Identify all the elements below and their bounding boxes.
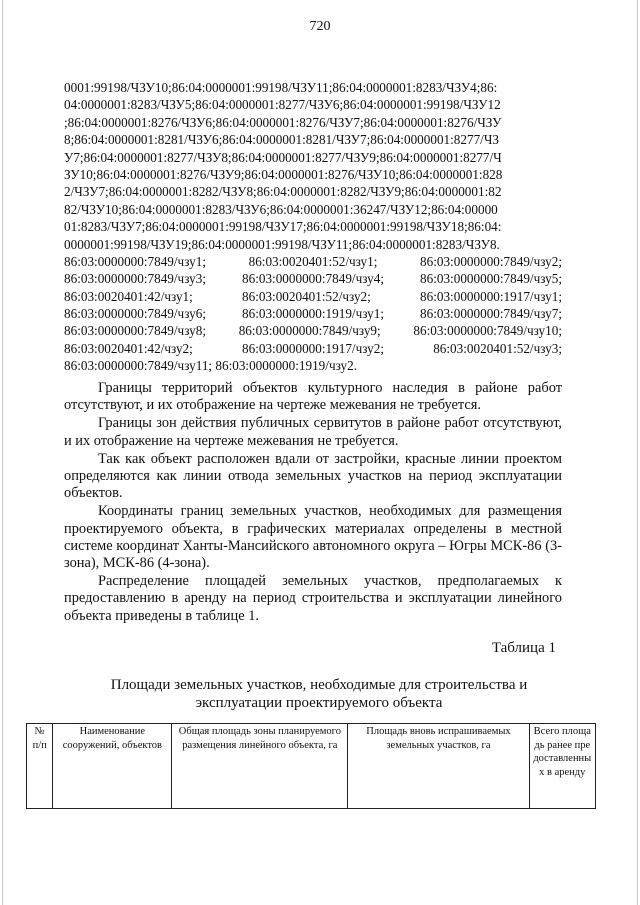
land-area-table — [26, 723, 596, 809]
paragraph-area-distribution: Распределение площадей земельных участков, предполагаемых к предоставлению в аренду на период строительства и эксплуатации линейного объекта приведены в таблице 1. — [64, 573, 562, 624]
right-margin-line — [637, 0, 638, 905]
table-title — [64, 676, 574, 712]
header-total-area: Общая площадь зоны планируемого размещения линейного объекта, га — [172, 724, 348, 809]
code-line: 86:03:0000000:7849/чзу11; 86:03:0000000:1919/чзу2. — [64, 358, 357, 374]
paragraph-red-lines: Так как объект расположен вдали от застройки, красные линии проектом определяются как линии отвода земельных участков на период эксплуатации объектов. — [64, 450, 562, 502]
code-line: 8;86:04:0000001:8281/ЧЗУ6;86:04:0000001:8281/ЧЗУ7;86:04:0000001:8277/ЧЗ — [64, 132, 500, 148]
header-new-area: Площадь вновь испрашиваемых земельных участков, га — [348, 724, 529, 809]
paragraph-coordinates: Координаты границ земельных участков, необходимых для размещения проектируемого объекта, в графических материалах определены в местной системе координат Ханты-Мансийского автономного округа – Югры МСК-86 (3-зона), МСК-86 (4-зона). — [64, 503, 562, 572]
page-number: 720 — [309, 19, 331, 34]
code-line: 86:03:0000000:7849/чзу6; 86:03:0000000:1919/чзу1; 86:03:0000000:7849/чзу7; — [64, 306, 562, 322]
code-line: 04:0000001:8283/ЧЗУ5;86:04:0000001:8277/ЧЗУ6;86:04:0000001:99198/ЧЗУ12 — [64, 97, 501, 113]
table-header-row — [27, 724, 596, 809]
paragraph-heritage: Границы территорий объектов культурного наследия в районе работ отсутствуют, и их отображение на чертеже межевания не требуется. — [64, 380, 562, 414]
code-line: 86:03:0000000:7849/чзу8; 86:03:0000000:7849/чзу9; 86:03:0000000:7849/чзу10; — [64, 323, 562, 339]
header-number: № п/п — [27, 724, 53, 809]
code-line: 0001:99198/ЧЗУ10;86:04:0000001:99198/ЧЗУ11;86:04:0000001:8283/ЧЗУ4;86: — [64, 80, 498, 95]
code-line: ЗУ10;86:04:0000001:8276/ЧЗУ9;86:04:0000001:8276/ЧЗУ10;86:04:0000001:828 — [64, 166, 503, 182]
table-title-line: Площади земельных участков, необходимые для строительства и — [110, 677, 528, 693]
cadastral-codes-block — [64, 79, 562, 375]
table-title-line: эксплуатации проектируемого объекта — [195, 695, 443, 711]
table-caption: Таблица 1 — [491, 640, 556, 656]
code-line: 86:03:0020401:42/чзу1; 86:03:0020401:52/чзу2; 86:03:0000000:1917/чзу1; — [64, 288, 562, 304]
code-line: 01:8283/ЧЗУ7;86:04:0000001:99198/ЧЗУ17;86:04:0000001:99198/ЧЗУ18;86:04: — [64, 219, 502, 235]
code-line: 2/ЧЗУ7;86:04:0000001:8282/ЧЗУ8;86:04:0000001:8282/ЧЗУ9;86:04:0000001:82 — [64, 184, 502, 200]
paragraph-servitudes: Границы зон действия публичных сервитутов в районе работ отсутствуют, и их отображение на чертеже межевания не требуется. — [64, 415, 562, 449]
code-line: 0000001:99198/ЧЗУ19;86:04:0000001:99198/ЧЗУ11;86:04:0000001:8283/ЧЗУ8. — [64, 236, 500, 252]
code-line: 86:03:0000000:7849/чзу3; 86:03:0000000:7849/чзу4; 86:03:0000000:7849/чзу5; — [64, 271, 562, 287]
body-text — [64, 380, 562, 625]
code-line: 86:03:0020401:42/чзу2; 86:03:0000000:1917/чзу2; 86:03:0020401:52/чзу3; — [64, 340, 562, 356]
code-line: 86:03:0000000:7849/чзу1; 86:03:0020401:52/чзу1; 86:03:0000000:7849/чзу2; — [64, 253, 562, 269]
left-margin-line — [2, 0, 3, 905]
code-line: 82/ЧЗУ10;86:04:0000001:8283/ЧЗУ6;86:04:0000001:36247/ЧЗУ12;86:04:00000 — [64, 201, 498, 217]
header-name: Наименование сооружений, объектов — [53, 724, 172, 809]
code-line: У7;86:04:0000001:8277/ЧЗУ8;86:04:0000001:8277/ЧЗУ9;86:04:0000001:8277/Ч — [64, 149, 502, 165]
header-leased-area: Всего площадь ранее предоставленных в аренду — [529, 724, 595, 809]
code-line: ;86:04:0000001:8276/ЧЗУ6;86:04:0000001:8276/ЧЗУ7;86:04:0000001:8276/ЧЗУ — [64, 114, 502, 130]
